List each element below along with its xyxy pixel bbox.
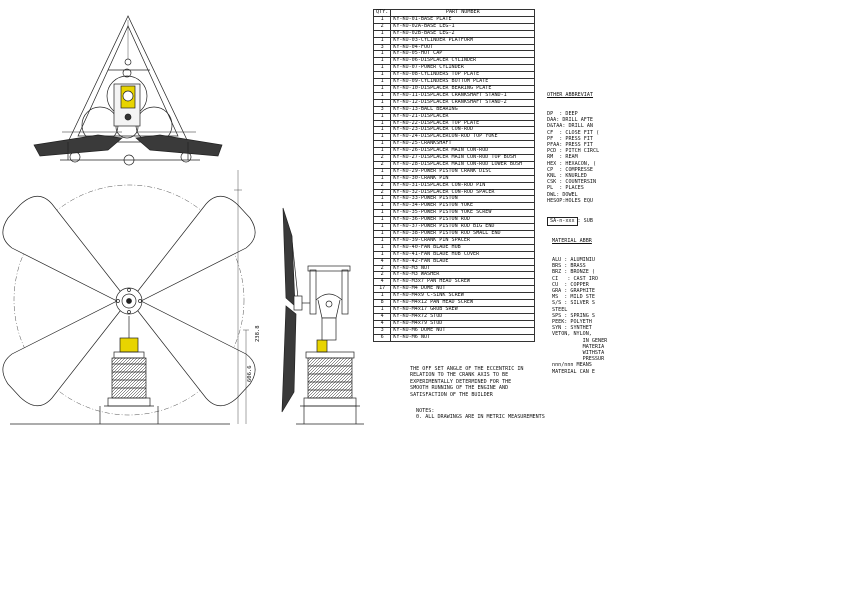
bom-part: KY-KO-08-CYLINDERS TOP PLATE: [391, 72, 535, 79]
bom-part: KY-KO-M4x12 PAN HEAD SCREW: [391, 300, 535, 307]
bom-qty: 3: [374, 44, 391, 51]
bom-qty: 2: [374, 23, 391, 30]
bom-part: KY-KO-M4x17 GRUB SREW: [391, 306, 535, 313]
abbreviation-line: DWL: DOWEL: [547, 191, 578, 198]
bom-header-part: PART NUMBER: [391, 10, 535, 17]
fan-blade-4: [134, 299, 255, 406]
bom-part: KY-KO-12-DISPLACER CRANKSHAFT STAND-2: [391, 99, 535, 106]
bom-qty: 1: [374, 79, 391, 86]
bom-part: KY-KO-40-FAN BLADE HUB: [391, 244, 535, 251]
fan-blade-1: [3, 196, 124, 303]
abbreviation-line: CP : COMPRESSE: [547, 166, 594, 173]
note-line: EXPERIMENTALLY DETERMINED FOR THE: [410, 378, 512, 385]
crank-yoke: [316, 294, 342, 300]
bom-qty: 1: [374, 37, 391, 44]
bom-row: [374, 113, 535, 120]
bom-qty: 1: [374, 231, 391, 238]
bom-part: KY-KO-25-CRANKSHAFT: [391, 141, 535, 148]
bom-part: KY-KO-02B-BASE LEG-2: [391, 30, 535, 37]
bom-part: KY-KO-09-CYLINDERS BOTTOM PLATE: [391, 79, 535, 86]
sub-assembly-text: : SUB: [577, 218, 593, 225]
abbreviation-line: CF : CLOSE FIT (: [547, 129, 600, 136]
top-view: [34, 16, 222, 165]
abbreviation-line: RM : REAM: [547, 154, 578, 161]
bom-qty: 17: [374, 286, 391, 293]
bom-qty: 1: [374, 224, 391, 231]
side-hub: [294, 296, 302, 310]
material-line: CI : CAST IRO: [552, 275, 599, 282]
bom-part: KY-KO-29-POWER PISTON CRANK DISC: [391, 168, 535, 175]
bom-qty: 1: [374, 148, 391, 155]
notes-line-1: 0. ALL DRAWINGS ARE IN METRIC MEASUREMENTS: [416, 414, 545, 421]
bom-part: KY-KO-03-CYLINDER PLATFORM: [391, 37, 535, 44]
abbreviation-line: HESOP:HOLES EQU: [547, 197, 594, 204]
bom-qty: 1: [374, 30, 391, 37]
bom-part: KY-KO-27-DISPLACER MAIN CON-ROD TOP BUSH: [391, 155, 535, 162]
material-line: STEEL: [552, 306, 568, 313]
material-line: CU : COPPER: [552, 281, 589, 288]
yellow-cylinder-front: [120, 338, 138, 352]
fan-blade-2: [134, 196, 255, 303]
bom-part: KY-KO-26-DISPLACER MAIN CON-ROD: [391, 148, 535, 155]
bom-part: KY-KO-33-POWER PISTON: [391, 196, 535, 203]
bom-part: KY-KO-01-BASE PLATE: [391, 16, 535, 23]
side-blade-upper: [283, 208, 295, 306]
dimension-d2: 606.6: [247, 365, 253, 382]
bom-qty: 4: [374, 320, 391, 327]
bom-part: KY-KO-32-DISPLACER CON-ROD SPACER: [391, 189, 535, 196]
bom-qty: 2: [374, 265, 391, 272]
abbreviations-title: OTHER ABBREVIAT: [547, 92, 594, 99]
bom-part: KY-KO-07-POWER CYLINDER: [391, 65, 535, 72]
material-line: MS : MILD STE: [552, 294, 595, 301]
bom-qty: 2: [374, 189, 391, 196]
bom-row: [374, 334, 535, 341]
note-line: RELATION TO THE CRANK AXIS TO BE: [410, 372, 509, 379]
bom-part: KY-KO-41-FAN BLADE HUB COVER: [391, 251, 535, 258]
bom-qty: 1: [374, 293, 391, 300]
bom-part: KY-KO-M3x7 PAN HEAD SCREW: [391, 279, 535, 286]
material-line: PRESSUR: [552, 356, 605, 363]
bom-qty: 2: [374, 182, 391, 189]
bom-qty: 4: [374, 279, 391, 286]
bom-header-qty: QTY.: [374, 10, 391, 17]
bom-qty: 8: [374, 300, 391, 307]
bom-part: KY-KO-M6 DOME NUT: [391, 327, 535, 334]
bom-qty: 1: [374, 141, 391, 148]
bom-part: KY-KO-37-POWER PISTON ROD BIG END: [391, 224, 535, 231]
bom-part: KY-KO-02A-BASE LEG-1: [391, 23, 535, 30]
notes-title: NOTES:: [416, 408, 435, 414]
bom-part: KY-KO-42-FAN BLADE: [391, 258, 535, 265]
abbreviations-block: [547, 80, 599, 238]
material-line: VETON, NYLON,: [552, 331, 592, 338]
sub-assembly-box: SA-n-xxx: [547, 217, 578, 225]
abbreviation-line: KNL : KNURLED: [547, 173, 587, 180]
material-line: IN GENER: [552, 337, 608, 344]
material-line: BRZ : BRONZE (: [552, 269, 595, 276]
note-line: SATISFACTION OF THE BUILDER: [410, 391, 493, 398]
material-line: SYN : SYNTHET: [552, 325, 592, 332]
side-blade-lower: [282, 306, 296, 412]
bom-qty: 1: [374, 210, 391, 217]
bom-part: KY-KO-36-POWER PISTON ROD: [391, 217, 535, 224]
bom-qty: 1: [374, 168, 391, 175]
bom-part: KY-KO-10-DISPLACER BEARING PLATE: [391, 85, 535, 92]
bom-qty: 1: [374, 16, 391, 23]
abbreviation-line: D&TAA: DRILL AN: [547, 123, 594, 130]
bom-part: KY-KO-23-DISPLACER CON-ROD: [391, 127, 535, 134]
bom-qty: 1: [374, 127, 391, 134]
bom-qty: 1: [374, 175, 391, 182]
bom-qty: 4: [374, 313, 391, 320]
bom-part: KY-KO-06-DISPLACER CYLINDER: [391, 58, 535, 65]
abbreviation-line: PFAA: PRESS FIT: [547, 142, 594, 149]
bom-part: KY-KO-31-DISPLACER CON-ROD PIN: [391, 182, 535, 189]
material-list: [552, 257, 607, 375]
bom-qty: 2: [374, 155, 391, 162]
abbreviation-line: DP : DEEP: [547, 111, 578, 118]
bom-qty: 1: [374, 251, 391, 258]
bom-qty: 1: [374, 51, 391, 58]
bom-part: KY-KO-M3 NUT: [391, 265, 535, 272]
material-line: SPS : SPRING S: [552, 312, 595, 319]
bom-part: KY-KO-05-HOT CAP: [391, 51, 535, 58]
bom-qty: 1: [374, 237, 391, 244]
bom-part: KY-KO-30-CRANK PIN: [391, 175, 535, 182]
eccentric-note: [410, 366, 590, 398]
bom-qty: 1: [374, 58, 391, 65]
material-block: [552, 226, 607, 387]
bom-part: KY-KO-35-POWER PISTON YOKE SCREW: [391, 210, 535, 217]
bom-part: KY-KO-24-DISPLACERCON-ROD TOP YOKE: [391, 134, 535, 141]
sub-assembly-row: [547, 217, 599, 225]
bom-qty: 2: [374, 161, 391, 168]
bom-body: [374, 16, 535, 341]
material-line: GRA : GRAPHITE: [552, 288, 595, 295]
bom-qty: 1: [374, 120, 391, 127]
material-line: ALU : ALUMINIU: [552, 257, 595, 264]
bom-qty: 3: [374, 106, 391, 113]
note-line: THE OFF SET ANGLE OF THE ECCENTRIC IN: [410, 366, 524, 372]
bom-row: [374, 37, 535, 44]
material-title: MATERIAL ABBR: [552, 238, 592, 245]
bom-qty: 1: [374, 113, 391, 120]
bom-part: KY-KO-M4 DOME NUT: [391, 286, 535, 293]
material-line: MATERIAL CAN E: [552, 368, 595, 375]
bom-table: [373, 9, 535, 342]
bom-part: KY-KO-M4x79 STUD: [391, 320, 535, 327]
bom-qty: 1: [374, 306, 391, 313]
abbreviation-line: CSK : COUNTERSIN: [547, 179, 597, 186]
fan-blade-3: [3, 299, 124, 406]
bom-qty: 1: [374, 85, 391, 92]
bom-row: [374, 258, 535, 265]
bom-part: KY-KO-28-DISPLACER MAIN CON-ROD LOWER BUSH: [391, 161, 535, 168]
abbreviations-list: [547, 111, 599, 204]
yellow-cylinder-side: [317, 340, 327, 352]
bom-part: KY-KO-M3 WASHER: [391, 272, 535, 279]
bom-part: KY-KO-04-FOOT: [391, 44, 535, 51]
cylinder-fins-side: [308, 358, 352, 398]
bom-qty: 1: [374, 72, 391, 79]
bom-qty: 3: [374, 327, 391, 334]
bom-qty: 1: [374, 134, 391, 141]
abbreviation-line: PCD : PITCH CIRCL: [547, 148, 600, 155]
bom-part: KY-KO-11-DISPLACER CRANKSHAFT STAND-1: [391, 92, 535, 99]
bom-part: KY-KO-21-DISPLACER: [391, 113, 535, 120]
material-line: nnn/nnn MEANS: [552, 362, 592, 369]
material-line: WITHSTA: [552, 350, 605, 357]
bom-part: KY-KO-13-BALL BEARING: [391, 106, 535, 113]
bom-qty: 1: [374, 217, 391, 224]
bom-part: KY-KO-M4x9 C-SINK SCREW: [391, 293, 535, 300]
abbreviation-line: PL : PLACES: [547, 185, 584, 192]
bom-part: KY-KO-39-CRANK PIN SPACER: [391, 237, 535, 244]
bom-qty: 1: [374, 203, 391, 210]
side-view: [282, 208, 364, 424]
bom-part: KY-KO-22-DISPLACER TOP PLATE: [391, 120, 535, 127]
bom-qty: 2: [374, 272, 391, 279]
bom-part: KY-KO-M6 NUT: [391, 334, 535, 341]
note-line: SMOOTH RUNNING OF THE ENGINE AND: [410, 385, 509, 392]
material-line: BRS : BRASS: [552, 263, 586, 270]
bom-part: KY-KO-M4x72 STUD: [391, 313, 535, 320]
material-line: S/S : SILVER S: [552, 300, 595, 307]
bom-part: KY-KO-38-POWER PISTON ROD SMALL END: [391, 231, 535, 238]
material-line: PEEK: POLYETH: [552, 319, 592, 326]
bom-qty: 1: [374, 99, 391, 106]
dimension-d1: 238.8: [255, 325, 261, 342]
bom-qty: 1: [374, 244, 391, 251]
bom-qty: 1: [374, 92, 391, 99]
abbreviation-line: HEX : HEXACON, (: [547, 160, 597, 167]
general-notes: [416, 408, 545, 421]
bom-qty: 1: [374, 65, 391, 72]
bom-part: KY-KO-34-POWER PISTON YOKE: [391, 203, 535, 210]
abbreviation-line: DAA: DRILL AFTE: [547, 117, 594, 124]
material-line: MATERIA: [552, 343, 605, 350]
abbreviation-line: PF : PRESS FIT: [547, 135, 594, 142]
bom-qty: 4: [374, 258, 391, 265]
front-view: [3, 170, 255, 424]
bom-qty: 6: [374, 334, 391, 341]
bom-qty: 1: [374, 196, 391, 203]
